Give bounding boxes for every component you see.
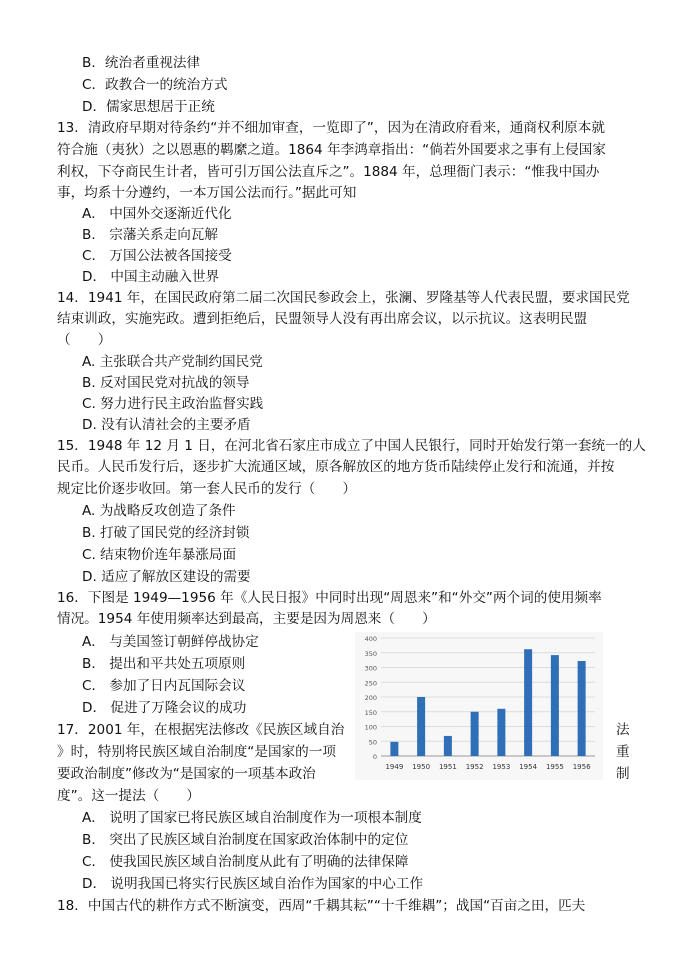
x-tick-label: 1952 [465,763,484,771]
frequency-bar-chart [355,632,603,780]
y-tick-label: 250 [364,679,377,688]
question-16-option-b: B． 提出和平共处五项原则 [82,656,246,672]
question-17-option-a: A． 说明了国家已将民族区域自治制度作为一项根本制度 [82,810,422,826]
y-tick-label: 0 [372,753,377,761]
y-tick-label: 350 [364,649,377,658]
question-14-option-b: B. 反对国民党对抗战的领导 [82,375,250,391]
bar [390,742,398,756]
question-14-option-c: C. 努力进行民主政治监督实践 [82,396,264,412]
question-13-option-a: A． 中国外交逐渐近代化 [82,206,232,222]
question-15-line-3: 规定比价逐步收回。第一套人民币的发行（ ） [57,481,357,497]
x-tick-label: 1949 [385,763,404,771]
question-14-option-a: A. 主张联合共产党制约国民党 [82,354,263,370]
x-tick-label: 1953 [492,763,511,771]
x-tick-label: 1956 [572,763,591,771]
question-13-option-b: B． 宗藩关系走向瓦解 [82,227,218,243]
question-17-option-b: B． 突出了民族区域自治制度在国家政治体制中的定位 [82,832,409,848]
bar [578,661,586,756]
question-16-line-1: 16．下图是 1949—1956 年《人民日报》中同时出现“周恩来”和“外交”两个词的使用频率 [57,590,602,606]
question-14-line-1: 14．1941 年，在国民政府第二届二次国民参政会上，张澜、罗隆基等人代表民盟，要求国民党 [57,290,630,306]
question-13-line-1: 13．清政府早期对待条约“并不细加审查，一览即了”，因为在清政府看来，通商权利原本就 [57,120,605,136]
question-14-line-3: （ ） [57,332,112,348]
question-17-line-3: 要政治制度”修改为“是国家的一项基本政治 [57,766,316,782]
bar [497,709,505,756]
question-13-option-c: C． 万国公法被各国接受 [82,248,232,264]
bar [444,736,452,756]
question-17-line-2: 》时，特别将民族区域自治制度“是国家的一项 [57,744,336,760]
x-tick-label: 1954 [519,763,538,771]
question-13-line-4: 事，均系十分遵约，一本万国公法而行。”据此可知 [57,185,357,201]
question-17-right-fragment-2: 重 [616,744,630,760]
question-15-option-c: C. 结束物价连年暴涨局面 [82,547,237,563]
bar [524,649,532,756]
chart-canvas [355,632,603,780]
bar [551,655,559,756]
y-tick-label: 100 [364,723,377,732]
x-tick-label: 1951 [438,763,457,771]
question-15-option-d: D. 适应了解放区建设的需要 [82,569,251,585]
x-tick-label: 1955 [545,763,564,771]
y-tick-label: 150 [364,708,377,717]
question-16-option-a: A． 与美国签订朝鲜停战协定 [82,634,259,650]
question-14-line-2: 结束训政，实施宪政。遭到拒绝后，民盟领导人没有再出席会议，以示抗议。这表明民盟 [57,311,588,327]
bar [471,712,479,756]
x-tick-label: 1950 [412,763,431,771]
option-d-prev: D．儒家思想居于正统 [82,99,215,115]
y-tick-label: 50 [368,738,377,747]
question-15-line-1: 15．1948 年 12 月 1 日，在河北省石家庄市成立了中国人民银行，同时开始发行第一套统一的人 [57,438,646,454]
question-17-right-fragment-3: 制 [616,766,630,782]
question-15-option-b: B. 打破了国民党的经济封锁 [82,525,250,541]
y-tick-label: 200 [364,694,377,702]
option-c-prev: C．政教合一的统治方式 [82,77,228,93]
question-17-line-1: 17．2001 年，在根据宪法修改《民族区域自治 [57,722,345,738]
question-16-option-d: D． 促进了万隆会议的成功 [82,700,247,716]
question-15-option-a: A. 为战略反攻创造了条件 [82,503,236,519]
question-18-line-1: 18．中国古代的耕作方式不断演变，西周“千耦其耘”“十千维耦”；战国“百亩之田，匹夫 [57,898,586,914]
question-13-line-3: 利权，下夺商民生计者，皆可引万国公法直斥之”。1884 年，总理衙门表示：“惟我中国办 [57,164,600,180]
question-15-line-2: 民币。人民币发行后，逐步扩大流通区域，原各解放区的地方货币陆续停止发行和流通，并按 [57,459,615,475]
y-tick-label: 400 [364,635,377,643]
question-17-option-c: C． 使我国民族区域自治制度从此有了明确的法律保障 [82,854,409,870]
question-16-option-c: C． 参加了日内瓦国际会议 [82,678,246,694]
question-13-option-d: D． 中国主动融入世界 [82,269,220,285]
question-13-line-2: 符合施（夷狄）之以恩惠的羁縻之道。1864 年李鸿章指出：“倘若外国要求之事有上侵国家 [57,142,606,158]
bar [417,697,425,756]
option-b-prev: B．统治者重视法律 [82,55,201,71]
y-tick-label: 300 [364,664,377,673]
question-16-line-2: 情况。1954 年使用频率达到最高，主要是因为周恩来（ ） [57,611,436,627]
question-17-option-d: D． 说明我国已将实行民族区域自治作为国家的中心工作 [82,876,424,892]
question-17-line-4: 度”。这一提法（ ） [57,788,200,804]
question-14-option-d: D. 没有认清社会的主要矛盾 [82,417,251,433]
question-17-right-fragment-1: 法 [616,722,630,738]
